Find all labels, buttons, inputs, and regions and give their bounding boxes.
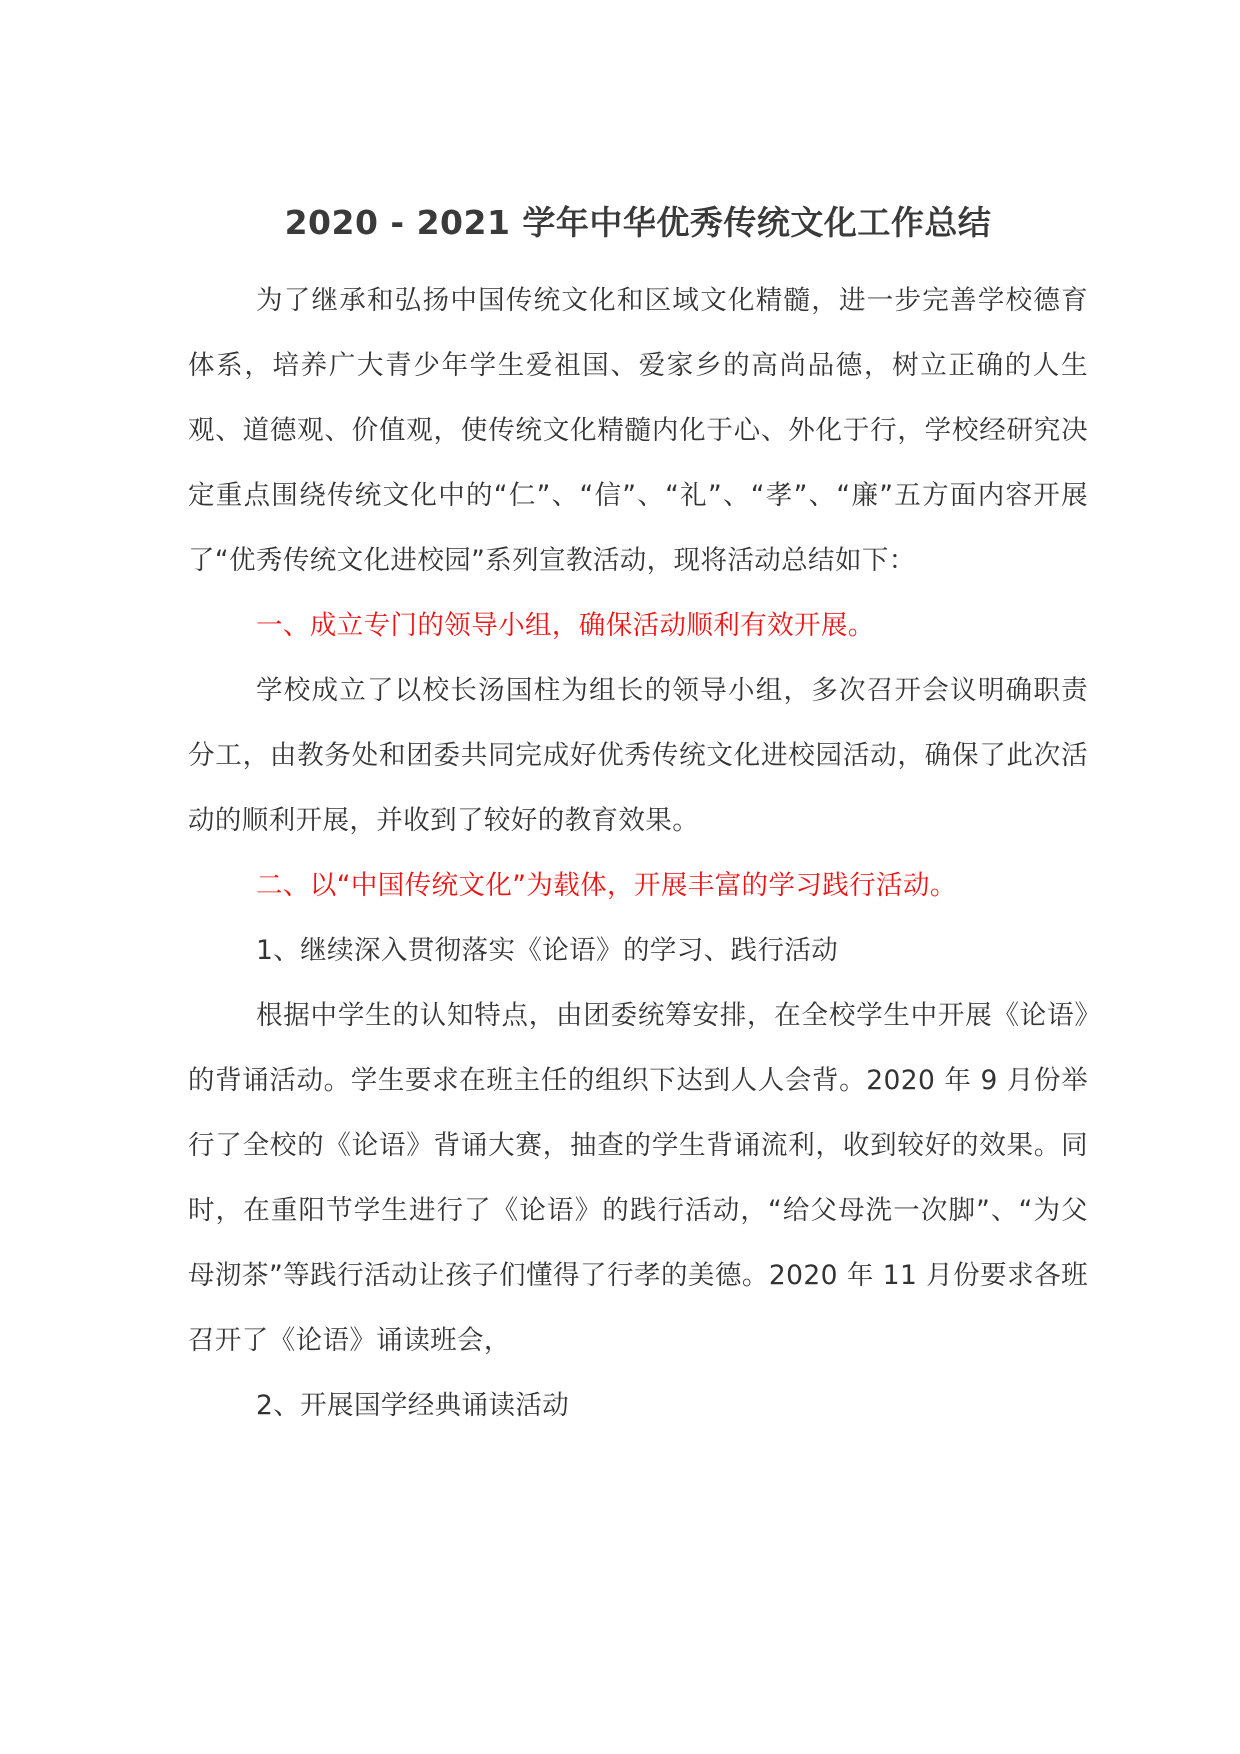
document-page: [188, 190, 1088, 1438]
section-1-paragraph: 学校成立了以校长汤国柱为组长的领导小组，多次召开会议明确职责分工，由教务处和团委共同完成好优秀传统文化进校园活动，确保了此次活动的顺利开展，并收到了较好的教育效果。: [188, 675, 1088, 836]
document-title: 2020 - 2021 学年中华优秀传统文化工作总结: [284, 203, 992, 242]
section-heading-1: 一、成立专门的领导小组，确保活动顺利有效开展。: [256, 610, 875, 641]
section-heading-2: 二、以“中国传统文化”为载体，开展丰富的学习践行活动。: [256, 870, 957, 901]
subsection-1-paragraph: 根据中学生的认知特点，由团委统筹安排，在全校学生中开展《论语》的背诵活动。学生要求在班主任的组织下达到人人会背。2020 年 9 月份举行了全校的《论语》背诵大赛，抽查的学生背诵流利，收到较好的效果。同时，在重阳节学生进行了《论语》的践行活动，“给父母洗一次脚”、“为父母沏茶”等践行活动让孩子们懂得了行孝的美德。2020 年 11 月份要求各班召开了《论语》诵读班会，: [188, 1000, 1088, 1356]
subsection-2-title: 2、开展国学经典诵读活动: [256, 1390, 570, 1421]
intro-paragraph: 为了继承和弘扬中国传统文化和区域文化精髓，进一步完善学校德育体系，培养广大青少年学生爱祖国、爱家乡的高尚品德，树立正确的人生观、道德观、价值观，使传统文化精髓内化于心、外化于行，学校经研究决定重点围绕传统文化中的“仁”、“信”、“礼”、“孝”、“廉”五方面内容开展了“优秀传统文化进校园”系列宣教活动，现将活动总结如下：: [188, 285, 1088, 576]
subsection-1-title: 1、继续深入贯彻落实《论语》的学习、践行活动: [256, 935, 839, 966]
